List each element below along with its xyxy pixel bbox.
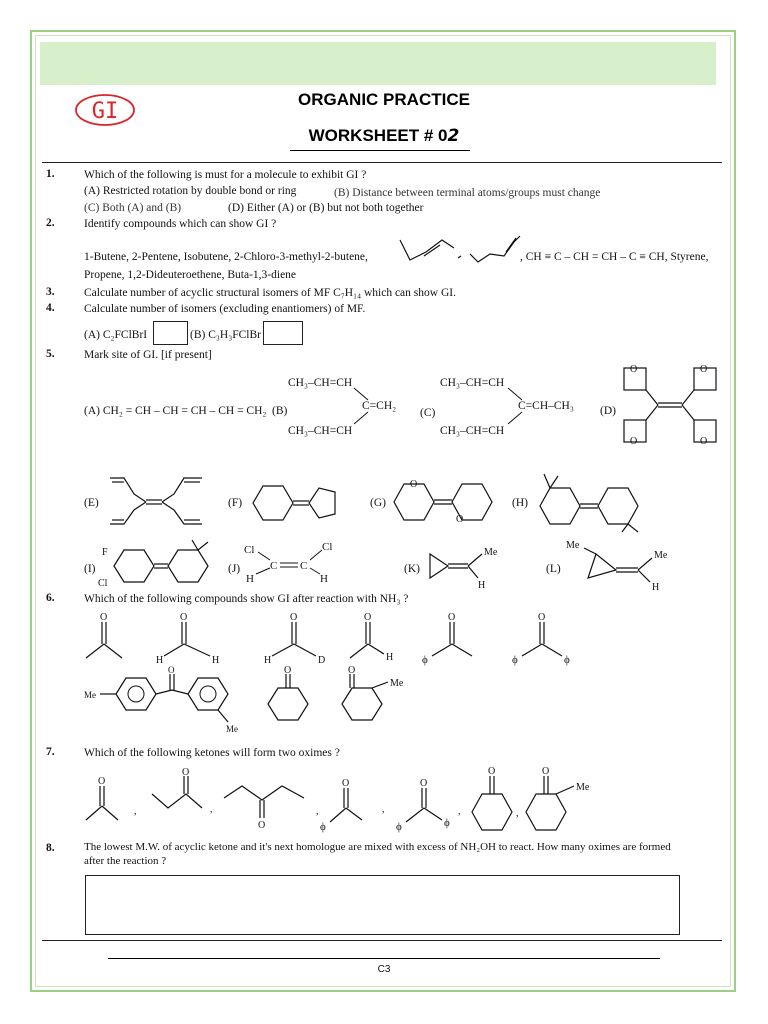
svg-text:O: O (168, 665, 175, 675)
svg-text:H: H (478, 580, 486, 591)
q5-structure-h (530, 468, 660, 534)
svg-text:H: H (386, 652, 394, 663)
page-number: C3 (377, 964, 391, 975)
q7-text: Which of the following ketones will form two oximes ? (84, 747, 340, 759)
svg-text:O: O (410, 479, 418, 490)
svg-text:H: H (246, 573, 254, 585)
q2-list-line1-cont: , CH ≡ C – CH = CH – C ≡ CH, Styrene, (520, 251, 709, 263)
svg-text:Me: Me (654, 550, 668, 561)
q5-label-b: (B) (272, 405, 288, 417)
top-rule (42, 162, 722, 163)
svg-text:ϕ: ϕ (444, 817, 450, 829)
svg-text:ϕ: ϕ (512, 654, 518, 666)
svg-text:Me: Me (390, 678, 404, 689)
q2-list-line1: 1-Butene, 2-Pentene, Isobutene, 2-Chloro-3-methyl-2-butene, (84, 251, 368, 263)
q1-text: Which of the following is must for a molecule to exhibit GI ? (84, 169, 367, 181)
q5-structure-d (620, 360, 730, 452)
svg-text:O: O (258, 820, 266, 831)
bottom-rule (42, 940, 722, 941)
q8-number: 8. (46, 842, 55, 854)
svg-text:CH₃–CH=CH: CH₃–CH=CH (440, 377, 505, 389)
svg-text:H: H (156, 655, 164, 666)
svg-text:Me: Me (566, 540, 580, 551)
svg-text:ϕ: ϕ (396, 821, 402, 833)
q5-label-j: (J) (228, 563, 241, 575)
svg-text:C=CH₂: C=CH₂ (362, 400, 397, 412)
svg-text:H: H (652, 582, 660, 593)
svg-text:O: O (700, 436, 708, 447)
svg-text:H: H (320, 573, 328, 585)
q4-answer-box-a[interactable] (153, 321, 188, 345)
svg-text:O: O (630, 436, 638, 447)
q6-text: Which of the following compounds show GI after reaction with NH₃ ? (84, 593, 409, 605)
svg-text:D: D (318, 655, 326, 666)
q5-structure-e (100, 472, 210, 532)
svg-text:O: O (182, 767, 190, 778)
svg-text:Cl: Cl (98, 578, 108, 589)
svg-text:,: , (516, 808, 519, 819)
q5-label-l: (L) (546, 563, 561, 575)
header-banner (40, 42, 716, 85)
svg-text:O: O (348, 665, 356, 676)
svg-text:Me: Me (226, 724, 238, 734)
q4-option-a: (A) C₂FClBrI (84, 329, 148, 341)
svg-text:ϕ: ϕ (320, 821, 326, 833)
svg-text:O: O (420, 778, 428, 789)
q7-structures (82, 764, 642, 836)
q2-number: 2. (46, 217, 55, 229)
svg-text:C: C (270, 560, 278, 572)
svg-text:,: , (458, 806, 461, 817)
q5-label-d: (D) (600, 405, 616, 417)
svg-text:O: O (700, 364, 708, 375)
svg-text:CH₃–CH=CH: CH₃–CH=CH (440, 425, 505, 437)
page-title: ORGANIC PRACTICE (298, 90, 470, 109)
q4-number: 4. (46, 302, 55, 314)
svg-text:Me: Me (484, 547, 498, 558)
q1-option-d: (D) Either (A) or (B) but not both together (228, 202, 424, 214)
q5-structure-g (390, 474, 505, 530)
svg-text:CH₃–CH=CH: CH₃–CH=CH (288, 377, 353, 389)
svg-text:O: O (284, 665, 292, 676)
q2-text: Identify compounds which can show GI ? (84, 218, 277, 230)
q1-option-a: (A) Restricted rotation by double bond or ring (84, 185, 297, 197)
svg-text:Me: Me (576, 782, 590, 793)
q5-text: Mark site of GI. [if present] (84, 349, 212, 361)
svg-text:CH₃–CH=CH: CH₃–CH=CH (288, 425, 353, 437)
q5-structure-l (566, 536, 676, 592)
q5-label-f: (F) (228, 497, 243, 509)
svg-text:O: O (538, 612, 546, 623)
q5-structure-j (244, 540, 354, 590)
svg-text:O: O (456, 514, 464, 525)
q5-structure-k (424, 540, 514, 590)
svg-text:F: F (102, 547, 108, 558)
q6-structures-row2 (80, 664, 440, 736)
svg-text:O: O (488, 766, 496, 777)
svg-text:Cl: Cl (244, 544, 255, 556)
q3-text: Calculate number of acyclic structural isomers of MF C₇H₁₄ which can show GI. (84, 287, 456, 299)
svg-text:Cl: Cl (322, 541, 333, 553)
q3-number: 3. (46, 286, 55, 298)
q6-structures-row1 (80, 608, 680, 668)
svg-text:H: H (212, 655, 220, 666)
q2-list-line2: Propene, 1,2-Dideuteroethene, Buta-1,3-diene (84, 269, 297, 281)
svg-text:ϕ: ϕ (564, 654, 570, 666)
q4-option-b: (B) C₃H₃FClBr (190, 329, 261, 341)
q8-text: The lowest M.W. of acyclic ketone and it's next homologue are mixed with excess of NH₂OH to react. How many oximes are formed (84, 841, 671, 853)
q5-structure-f (245, 478, 355, 528)
svg-text:C=CH–CH₃: C=CH–CH₃ (518, 400, 574, 412)
q5-structure-c (440, 372, 610, 442)
svg-text:,: , (316, 806, 319, 817)
title-underline (290, 150, 470, 151)
q5-label-e: (E) (84, 497, 99, 509)
svg-text:O: O (364, 612, 372, 623)
q4-text: Calculate number of isomers (excluding enantiomers) of MF. (84, 303, 366, 315)
q5-label-i: (I) (84, 563, 96, 575)
svg-text:O: O (448, 612, 456, 623)
q1-option-b: (B) Distance between terminal atoms/groups must change (334, 187, 601, 199)
q1-number: 1. (46, 168, 55, 180)
q7-number: 7. (46, 746, 55, 758)
svg-text:,: , (382, 804, 385, 815)
svg-text:O: O (100, 612, 108, 623)
q1-option-c: (C) Both (A) and (B) (84, 202, 182, 214)
svg-text:O: O (290, 612, 298, 623)
q5-label-k: (K) (404, 563, 420, 575)
footer-rule (108, 958, 660, 959)
svg-text:Me: Me (84, 690, 96, 700)
svg-text:,: , (134, 806, 137, 817)
q8-text-cont: after the reaction ? (84, 855, 167, 867)
svg-text:O: O (98, 776, 106, 787)
q8-answer-box[interactable] (85, 875, 680, 935)
logo-text: GI (91, 99, 119, 124)
svg-text:C: C (300, 560, 308, 572)
svg-text:,: , (210, 804, 213, 815)
svg-text:O: O (180, 612, 188, 623)
svg-text:O: O (342, 778, 350, 789)
svg-text:O: O (542, 766, 550, 777)
svg-text:H: H (264, 655, 272, 666)
q6-number: 6. (46, 592, 55, 604)
q2-skeletal-structures (398, 232, 523, 272)
worksheet-title: WORKSHEET # 02 (308, 126, 460, 146)
q5-label-c: (C) (420, 407, 436, 419)
q5-label-h: (H) (512, 497, 528, 509)
q5-option-a: (A) CH₂ = CH – CH = CH – CH = CH₂ (84, 405, 267, 417)
svg-text:ϕ: ϕ (422, 654, 428, 666)
q5-structure-i (96, 540, 216, 590)
q5-label-g: (G) (370, 497, 386, 509)
q4-answer-box-b[interactable] (263, 321, 303, 345)
q5-number: 5. (46, 348, 55, 360)
q5-structure-b (288, 372, 428, 442)
svg-text:O: O (630, 364, 638, 375)
